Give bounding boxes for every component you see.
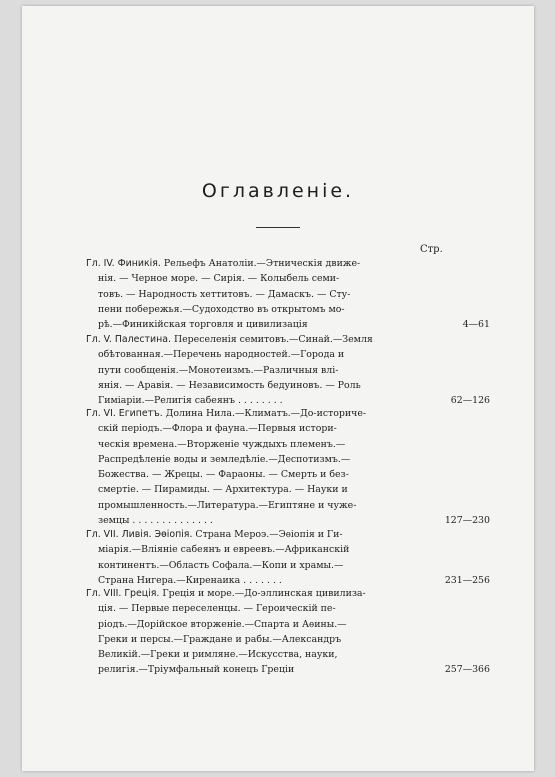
toc-page-range: 4—61: [462, 319, 490, 331]
toc-line: Распредѣленіе воды и земледѣліе.—Деспотизмъ.—: [98, 453, 351, 465]
page-title: Оглавленіе.: [201, 180, 355, 202]
toc-line: Гимiаріи.—Религія сабеянъ . . . . . . . .: [98, 395, 283, 407]
toc-line: континентъ.—Область Софала.—Копи и храмы.—: [98, 559, 344, 571]
toc-line: міарія.—Вліяніе сабеянъ и евреевъ.—Африканскій: [98, 544, 350, 556]
chapter-heading: Гл. V. Палестина.: [86, 334, 171, 345]
toc-page-range: 127—230: [444, 515, 490, 527]
toc-entry-ch4: [86, 256, 490, 332]
toc-line: обѣтованная.—Перечень народностей.—Города и: [98, 349, 345, 361]
toc-line: товъ. — Народность хеттитовъ. — Дамаскъ. — Сту-: [98, 288, 351, 300]
toc-page-range: 257—366: [444, 664, 490, 676]
chapter-heading: Гл. IV. Финикія.: [86, 258, 161, 269]
toc-line: янія. — Аравія. — Независимость бедуиновъ. — Роль: [98, 379, 361, 391]
toc-line: ріодъ.—Дорійское вторженіе.—Спарта и Аѳины.—: [98, 618, 347, 630]
toc-line: пути сообщенія.—Монотеизмъ.—Различныя влі-: [98, 364, 339, 376]
toc-line: Божества. — Жрецы. — Фараоны. — Смерть и без-: [98, 469, 349, 481]
toc-entry-ch8: [86, 586, 490, 678]
toc-line: ція. — Первые переселенцы. — Героическій пе-: [98, 603, 336, 615]
toc-line: Гл. VI. Египетъ. Долина Нила.—Климатъ.—До-историче-: [86, 408, 367, 419]
toc-line: Гл. IV. Финикія. Рельефъ Анатоліи.—Этническія движе-: [86, 258, 361, 269]
title-rule: [256, 227, 300, 228]
book-page: [22, 6, 534, 771]
toc-line: рѣ.—Финикійская торговля и цивилизація: [98, 319, 308, 331]
toc-line: скій періодъ.—Флора и фауна.—Первыя истори-: [98, 423, 337, 435]
toc-line: религія.—Тріумфальный конецъ Греціи: [98, 664, 295, 676]
toc-page-range: 62—126: [450, 395, 490, 407]
chapter-heading: Гл. VIII. Греція.: [86, 588, 160, 599]
toc-line: Гл. VIII. Греція. Греція и море.—До-эллинская цивилиза-: [86, 588, 366, 599]
toc-line: ческія времена.—Вторженіе чуждыхъ племенъ.—: [98, 438, 346, 450]
toc-line: Великій.—Греки и римляне.—Искусства, науки,: [98, 649, 338, 661]
toc-line: Страна Нигера.—Киренаика . . . . . . .: [98, 574, 282, 586]
toc-entry-ch5: [86, 332, 490, 408]
toc-line: Гл. VII. Ливія. Эѳіопія. Страна Мероэ.—Эѳіопія и Ги-: [86, 529, 343, 540]
toc-line: промышленность.—Литература.—Египтяне и чуже-: [98, 499, 357, 511]
page-column-header: Стр.: [420, 244, 443, 255]
toc-page-range: 231—256: [444, 574, 490, 586]
toc-line: пени побережья.—Судоходство въ открытомъ мо-: [98, 303, 345, 315]
toc-entry-ch6: [86, 406, 490, 528]
toc-line: смертіе. — Пирамиды. — Архитектура. — Науки и: [98, 484, 348, 496]
chapter-heading: Гл. VII. Ливія. Эѳіопія.: [86, 529, 193, 540]
chapter-heading: Гл. VI. Египетъ.: [86, 408, 163, 419]
toc-line: земцы . . . . . . . . . . . . . .: [98, 515, 213, 527]
toc-entry-ch7: [86, 527, 490, 588]
toc-line: Гл. V. Палестина. Переселенія семитовъ.—Синай.—Земля: [86, 334, 373, 345]
toc-line: Греки и персы.—Граждане и рабы.—Александръ: [98, 633, 342, 645]
toc-line: нія. — Черное море. — Сирія. — Колыбель семи-: [98, 273, 340, 285]
